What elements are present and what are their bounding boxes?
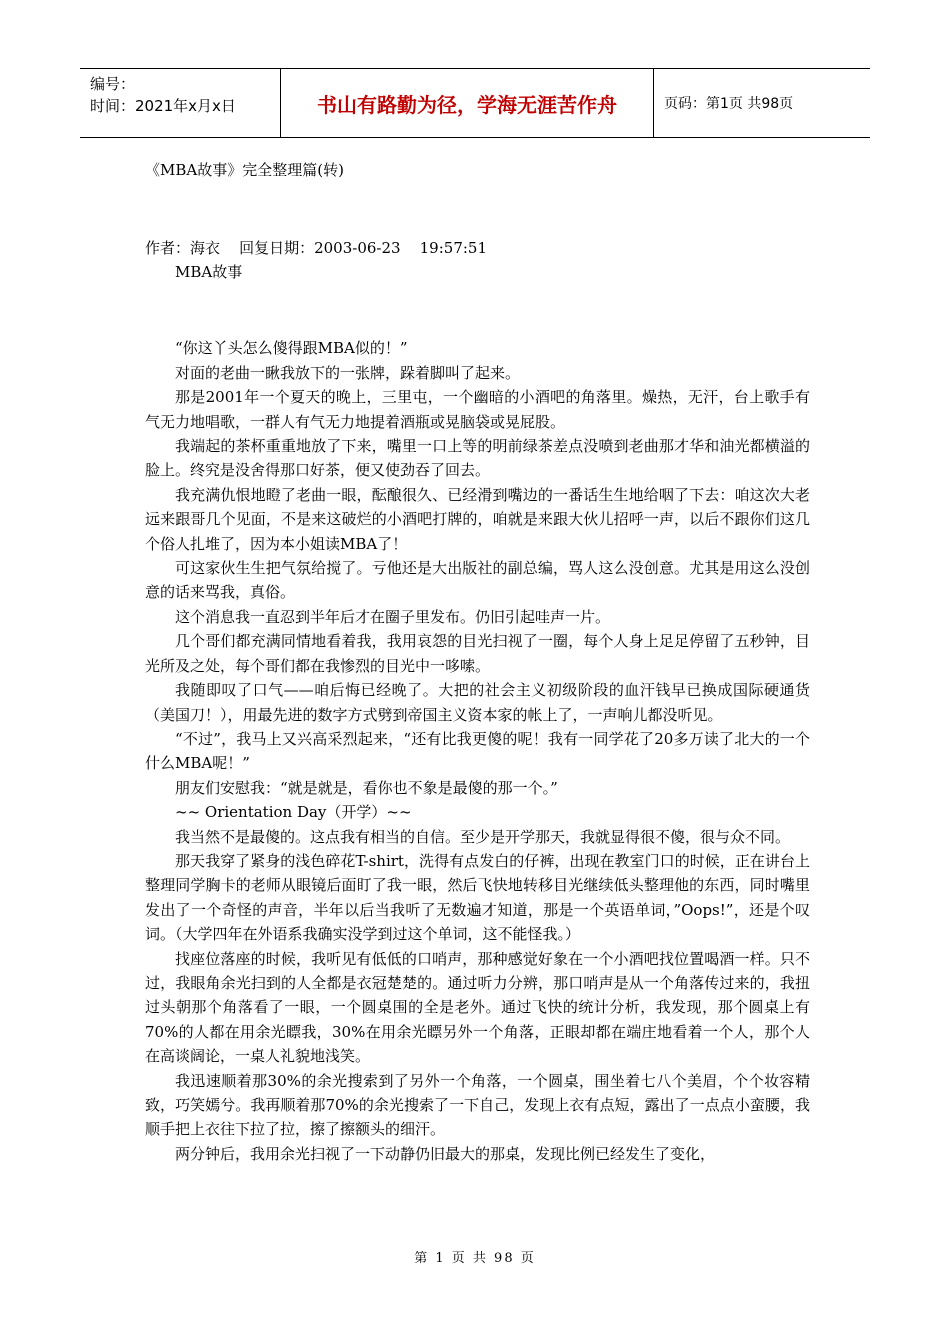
document-title: 《MBA故事》完全整理篇(转): [145, 161, 344, 179]
paragraph: 我端起的茶杯重重地放了下来，嘴里一口上等的明前绿茶差点没喷到老曲那才华和油光都横溢的脸上。终究是没舍得那口好茶，便又使劲吞了回去。: [145, 437, 810, 480]
paragraph-list: [145, 260, 810, 1166]
paragraph: 可这家伙生生把气氛给搅了。亏他还是大出版社的副总编，骂人这么没创意。尤其是用这么没创意的话来骂我，真俗。: [145, 559, 810, 602]
paragraph: 朋友们安慰我：“就是就是，看你也不象是最傻的那一个。”: [175, 778, 558, 797]
author-line: 作者：海衣 回复日期：2003-06-23 19:57:51: [145, 239, 487, 257]
paragraph: MBA故事: [175, 263, 243, 281]
paragraph: [145, 299, 810, 321]
header-motto: 书山有路勤为径，学海无涯苦作舟: [280, 69, 654, 137]
paragraph: 我随即叹了口气——咱后悔已经晚了。大把的社会主义初级阶段的血汗钱早已换成国际硬通货（美国刀！），用最先进的数字方式劈到帝国主义资本家的帐上了，一声响儿都没听见。: [145, 681, 810, 724]
paragraph: ~~ Orientation Day（开学）~~: [175, 803, 412, 822]
header-page-info: 页码：第1页 共98页: [664, 96, 794, 112]
number-label: 编号：: [90, 75, 136, 93]
paragraph: “不过”，我马上又兴高采烈起来，“还有比我更傻的呢！我有一同学花了20多万读了北大的一个什么MBA呢！”: [145, 729, 810, 773]
page-footer: 第 1 页 共 98 页: [414, 1251, 536, 1266]
paragraph: 这个消息我一直忍到半年后才在圈子里发布。仍旧引起哇声一片。: [175, 607, 611, 626]
paragraph: 那天我穿了紧身的浅色碎花T-shirt，洗得有点发白的仔裤，出现在教室门口的时候，正在讲台上整理同学胸卡的老师从眼镜后面盯了我一眼，然后飞快地转移目光继续低头整理他的东西，同时嘴里发出了一个奇怪的声音，半年以后当我听了无数遍才知道，那是一个英语单词，”Oops!”，还是个叹词。（大学四年在外语系我确实没学到过这个单词，这不能怪我。）: [145, 851, 810, 944]
paragraph: 那是2001年一个夏天的晚上，三里屯，一个幽暗的小酒吧的角落里。燥热，无汗，台上歌手有气无力地唱歌，一群人有气无力地提着酒瓶或晃脑袋或晃屁股。: [145, 388, 810, 431]
paragraph: 两分钟后，我用余光扫视了一下动静仍旧最大的那桌，发现比例已经发生了变化，: [175, 1144, 716, 1163]
paragraph: “你这丫头怎么傻得跟MBA似的！”: [175, 339, 408, 358]
header-table: [80, 68, 870, 138]
header-meta: [80, 69, 280, 137]
document-body: [145, 158, 810, 1166]
paragraph: 找座位落座的时候，我听见有低低的口哨声，那种感觉好象在一个小酒吧找位置喝酒一样。只不过，我眼角余光扫到的人全都是衣冠楚楚的。通过听力分辨，那口哨声是从一个角落传过来的，我扭过头朝那个角落看了一眼，一个圆桌围的全是老外。通过飞快的统计分析，我发现，那个圆桌上有70%的人都在用余光瞟我，30%在用余光瞟另外一个角落，正眼却都在端庄地看着一个人，那个人在高谈阔论，一桌人礼貌地浅笑。: [145, 949, 810, 1066]
paragraph: 对面的老曲一瞅我放下的一张牌，跺着脚叫了起来。: [175, 363, 521, 382]
paragraph: 我充满仇恨地瞪了老曲一眼，酝酿很久、已经滑到嘴边的一番话生生地给咽了下去：咱这次大老远来跟哥几个见面，不是来这破烂的小酒吧打牌的，咱就是来跟大伙儿招呼一声，以后不跟你们这几个俗人扎堆了，因为本小姐读MBA了！: [145, 485, 810, 553]
paragraph: 几个哥们都充满同情地看着我，我用哀怨的目光扫视了一圈，每个人身上足足停留了五秒钟，目光所及之处，每个哥们都在我惨烈的目光中一哆嗦。: [145, 632, 810, 675]
time-label: 时间：2021年x月x日: [90, 97, 236, 115]
paragraph: 我迅速顺着那30%的余光搜索到了另外一个角落，一个圆桌，围坐着七八个美眉，个个妆容精致，巧笑嫣兮。我再顺着那70%的余光搜索了一下自己，发现上衣有点短，露出了一点点小蛮腰，我顺手把上衣往下拉了拉，擦了擦额头的细汗。: [145, 1071, 810, 1139]
paragraph: 我当然不是最傻的。这点我有相当的自信。至少是开学那天，我就显得很不傻，很与众不同。: [175, 827, 791, 846]
